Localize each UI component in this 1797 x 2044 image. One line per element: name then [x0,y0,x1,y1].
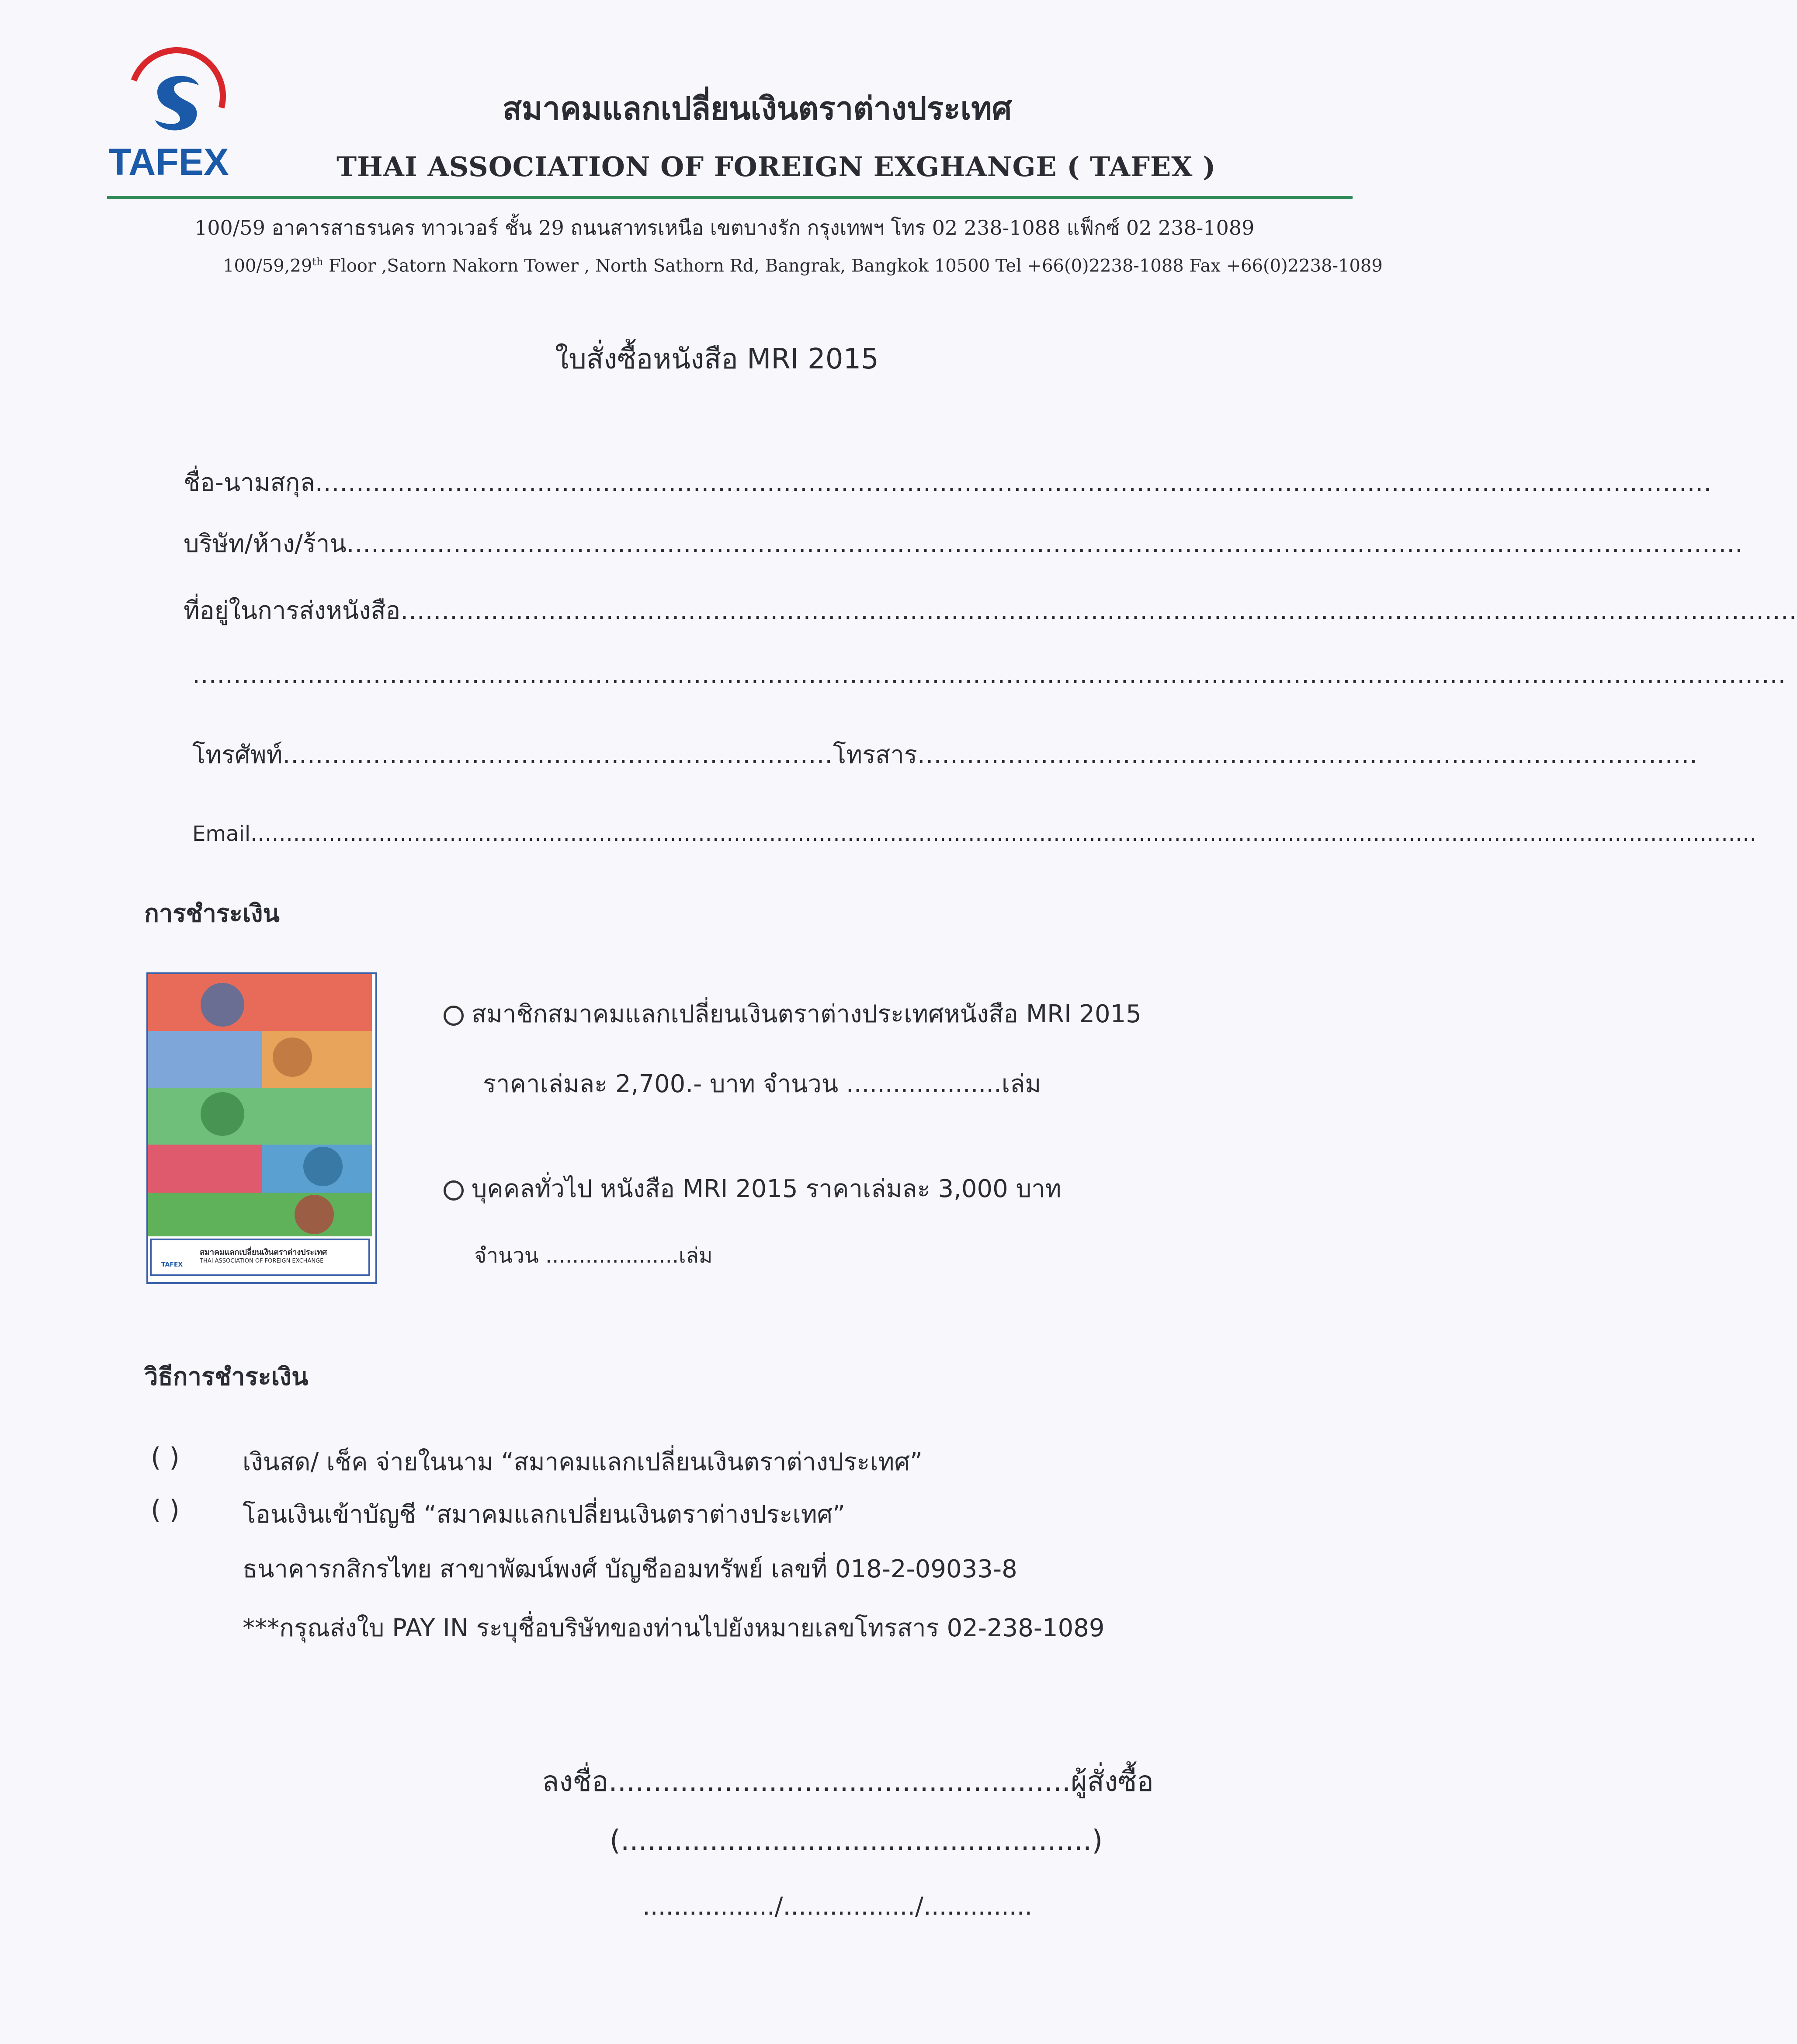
tafex-logo [105,44,249,188]
general-option[interactable] [444,1169,1062,1208]
email-field[interactable]: Email.................................................................................................................................................................................................................... [192,822,1757,846]
logo-wordmark: TAFEX [108,141,229,183]
address-thai: 100/59 อาคารสาธรนคร ทาวเวอร์ ชั้น 29 ถนนสาทรเหนือ เขตบางรัก กรุงเทพฯ โทร 02 238-1088 แฟ็กซ์ 02 238-1089 [194,216,1255,239]
name-field[interactable]: ชื่อ-นามสกุล.......................................................................................................................................................................... [184,468,1712,497]
member-option-label: สมาชิกสมาคมแลกเปลี่ยนเงินตราต่างประเทศหนังสือ MRI 2015 [471,1000,1141,1028]
address-label: ที่อยู่ในการส่งหนังสือ [184,597,401,625]
association-name-thai: สมาคมแลกเปลี่ยนเงินตราต่างประเทศ [503,90,1012,127]
address-field[interactable]: ที่อยู่ในการส่งหนังสือ.......................................................................................................................................................................... [184,597,1797,625]
book-cover-image [146,972,377,1284]
member-quantity-field[interactable]: ราคาเล่มละ 2,700.- บาท จำนวน ....................เล่ม [483,1070,1041,1098]
payment-method-heading: วิธีการชำระเงิน [144,1363,309,1391]
address-english: 100/59,29th Floor ,Satorn Nakorn Tower , North Sathorn Rd, Bangrak, Bangkok 10500 Tel +66(0)2238-1088 Fax +66(0)2238-1089 [223,256,1383,276]
company-field[interactable]: บริษัท/ห้าง/ร้าน.......................................................................................................................................................................... [184,530,1743,558]
company-label: บริษัท/ห้าง/ร้าน [184,530,347,558]
cash-option-label: เงินสด/ เช็ค จ่ายในนาม “สมาคมแลกเปลี่ยนเงินตราต่างประเทศ” [243,1448,923,1476]
bank-account-info: ธนาคารกสิกรไทย สาขาพัฒน์พงศ์ บัญชีออมทรัพย์ เลขที่ 018-2-09033-8 [243,1555,1017,1583]
sign-label: ลงชื่อ [542,1766,609,1798]
cash-checkbox[interactable]: ( ) [151,1442,180,1473]
general-quantity-field[interactable]: จำนวน ....................เล่ม [474,1243,713,1268]
association-name-english: THAI ASSOCIATION OF FOREIGN EXGHANGE ( TAFEX ) [337,151,1216,183]
fax-label: โทรสาร [833,741,917,769]
book-cover-label [150,1239,370,1276]
cover-title-english: THAI ASSOCIATION OF FOREIGN EXCHANGE [200,1258,324,1264]
transfer-option-label: โอนเงินเข้าบัญชี “สมาคมแลกเปลี่ยนเงินตราต่างประเทศ” [243,1500,846,1529]
member-option[interactable] [444,994,1141,1033]
name-label: ชื่อ-นามสกุล [184,468,315,497]
payin-instruction: ***กรุณส่งใบ PAY IN ระบุชื่อบริษัทของท่านไปยังหมายเลขโทรสาร 02-238-1089 [243,1614,1105,1642]
general-radio[interactable] [444,1180,464,1201]
payment-heading: การชำระเงิน [144,899,280,928]
form-title: ใบสั่งซื้อหนังสือ MRI 2015 [555,343,879,375]
header-divider [107,196,1353,199]
printed-name-field[interactable]: (.....................................................) [610,1825,1103,1857]
date-field[interactable]: ................./................./.............. [642,1892,1033,1921]
cover-title-thai: สมาคมแลกเปลี่ยนเงินตราต่างประเทศ [200,1248,327,1257]
address-field-line-2[interactable]: .................................................................................................................................................................................................. [192,661,1787,689]
cover-brand: TAFEX [161,1261,183,1268]
buyer-label: ผู้สั่งซื้อ [1071,1766,1154,1798]
member-radio[interactable] [444,1006,464,1026]
signature-field[interactable]: ลงชื่อ....................................................ผู้สั่งซื้อ [542,1766,1154,1798]
email-label: Email [192,822,251,846]
phone-fax-row[interactable]: โทรศัพท์...................................................................โทรสาร............................................................................................... [192,741,1698,769]
general-option-label: บุคคลทั่วไป หนังสือ MRI 2015 ราคาเล่มละ 3,000 บาท [471,1175,1062,1203]
transfer-checkbox[interactable]: ( ) [151,1495,180,1525]
phone-label: โทรศัพท์ [192,741,283,769]
